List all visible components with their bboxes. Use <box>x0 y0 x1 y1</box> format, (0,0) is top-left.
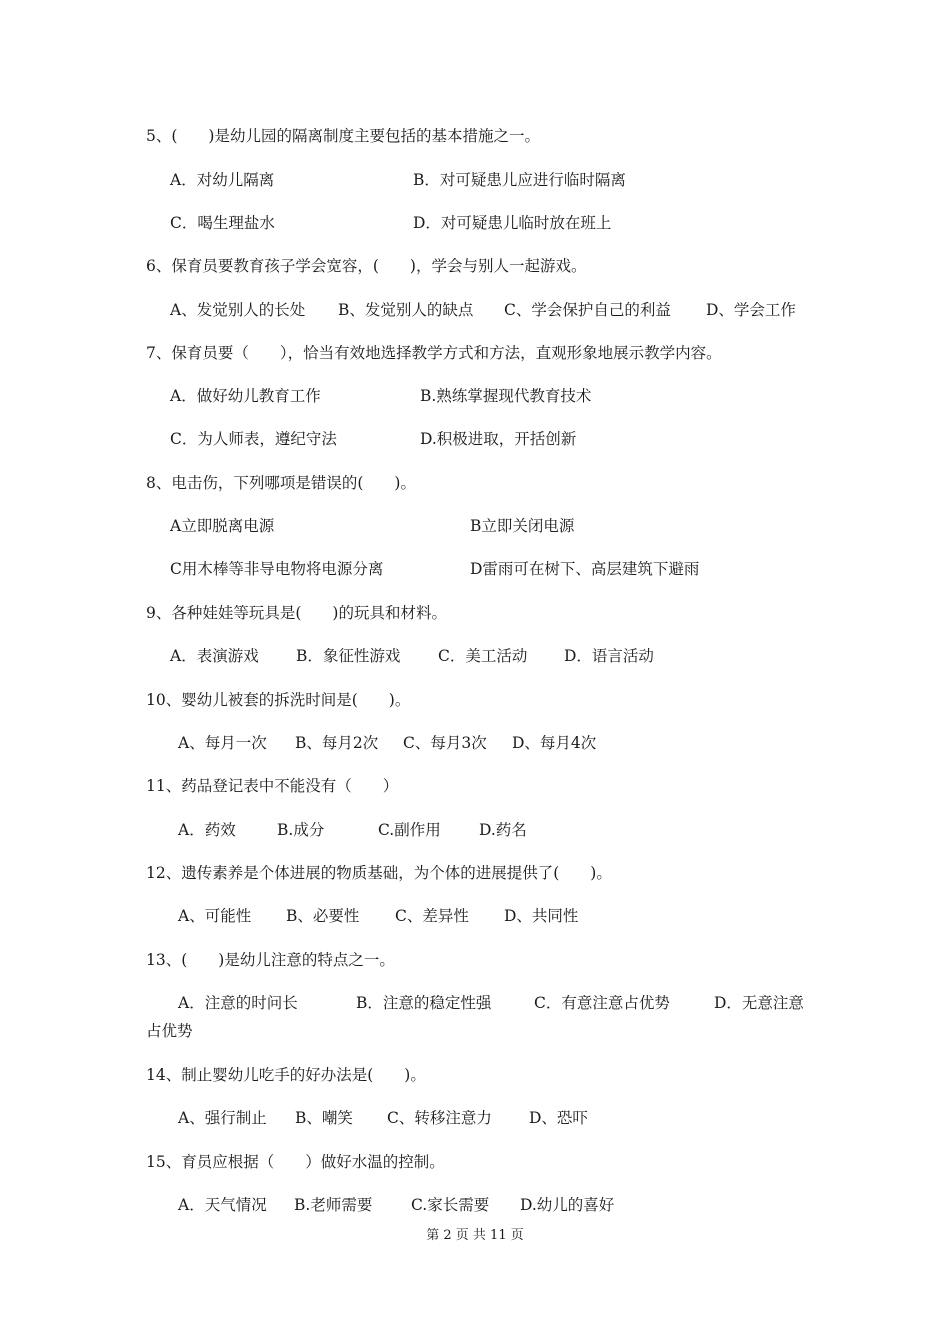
question-13-option-d: D．无意注意 <box>714 994 804 1012</box>
question-6-option-c: C、学会保护自己的利益 <box>504 301 671 319</box>
question-8-stem: 8、电击伤，下列哪项是错误的( )。 <box>146 474 416 492</box>
question-12-stem: 12、遗传素养是个体进展的物质基础，为个体的进展提供了( )。 <box>146 864 612 882</box>
question-12-option-c: C、差异性 <box>395 907 469 925</box>
question-15-option-b: B.老师需要 <box>294 1196 373 1214</box>
question-10-option-d: D、每月4次 <box>512 734 597 752</box>
question-9-option-d: D．语言活动 <box>564 647 654 665</box>
question-15-stem: 15、育员应根据（ ）做好水温的控制。 <box>146 1153 445 1171</box>
question-11-stem: 11、药品登记表中不能没有（ ） <box>146 777 399 795</box>
question-11-option-d: D.药名 <box>479 821 527 839</box>
question-6-option-d: D、学会工作 <box>706 301 796 319</box>
question-14-option-d: D、恐吓 <box>529 1109 588 1127</box>
page-number-footer: 第 2 页 共 11 页 <box>426 1228 524 1243</box>
question-13-option-b: B．注意的稳定性强 <box>356 994 492 1012</box>
question-5-option-b: B．对可疑患儿应进行临时隔离 <box>413 171 626 189</box>
question-10-option-a: A、每月一次 <box>178 734 267 752</box>
question-6-option-a: A、发觉别人的长处 <box>170 301 306 319</box>
question-12-option-a: A、可能性 <box>178 907 252 925</box>
question-11-option-a: A．药效 <box>178 821 236 839</box>
question-8-option-c: C用木棒等非导电物将电源分离 <box>170 560 384 578</box>
question-14-option-c: C、转移注意力 <box>387 1109 492 1127</box>
question-13-option-d-continuation: 占优势 <box>146 1022 193 1040</box>
question-11-option-c: C.副作用 <box>378 821 441 839</box>
question-14-stem: 14、制止婴幼儿吃手的好办法是( )。 <box>146 1066 426 1084</box>
question-13-option-c: C．有意注意占优势 <box>534 994 670 1012</box>
question-15-option-d: D.幼儿的喜好 <box>520 1196 615 1214</box>
question-15-option-a: A．天气情况 <box>178 1196 267 1214</box>
question-14-option-a: A、强行制止 <box>178 1109 267 1127</box>
question-7-option-b: B.熟练掌握现代教育技术 <box>420 387 592 405</box>
question-10-option-b: B、每月2次 <box>295 734 379 752</box>
question-6-stem: 6、保育员要教育孩子学会宽容，( )，学会与别人一起游戏。 <box>146 257 587 275</box>
question-12-option-b: B、必要性 <box>286 907 360 925</box>
question-5-option-c: C．喝生理盐水 <box>170 214 275 232</box>
question-8-option-a: A立即脱离电源 <box>170 517 275 535</box>
question-12-option-d: D、共同性 <box>504 907 579 925</box>
question-5-stem: 5、( )是幼儿园的隔离制度主要包括的基本措施之一。 <box>146 127 540 145</box>
question-7-option-c: C．为人师表，遵纪守法 <box>170 430 337 448</box>
question-13-stem: 13、( )是幼儿注意的特点之一。 <box>146 951 395 969</box>
question-9-option-c: C．美工活动 <box>438 647 528 665</box>
question-15-option-c: C.家长需要 <box>411 1196 490 1214</box>
question-9-stem: 9、各种娃娃等玩具是( )的玩具和材料。 <box>146 604 447 622</box>
question-10-option-c: C、每月3次 <box>403 734 487 752</box>
question-7-option-d: D.积极进取，开括创新 <box>420 430 577 448</box>
question-14-option-b: B、嘲笑 <box>295 1109 353 1127</box>
question-8-option-d: D雷雨可在树下、高层建筑下避雨 <box>470 560 700 578</box>
question-7-option-a: A．做好幼儿教育工作 <box>170 387 321 405</box>
question-7-stem: 7、保育员要（ ），恰当有效地选择教学方式和方法，直观形象地展示教学内容。 <box>146 344 722 362</box>
question-8-option-b: B立即关闭电源 <box>470 517 575 535</box>
question-11-option-b: B.成分 <box>277 821 325 839</box>
question-9-option-b: B．象征性游戏 <box>296 647 401 665</box>
question-5-option-d: D．对可疑患儿临时放在班上 <box>413 214 612 232</box>
question-13-option-a: A．注意的时问长 <box>178 994 298 1012</box>
question-6-option-b: B、发觉别人的缺点 <box>338 301 474 319</box>
question-10-stem: 10、婴幼儿被套的拆洗时间是( )。 <box>146 691 411 709</box>
question-5-option-a: A．对幼儿隔离 <box>170 171 275 189</box>
question-9-option-a: A．表演游戏 <box>170 647 259 665</box>
